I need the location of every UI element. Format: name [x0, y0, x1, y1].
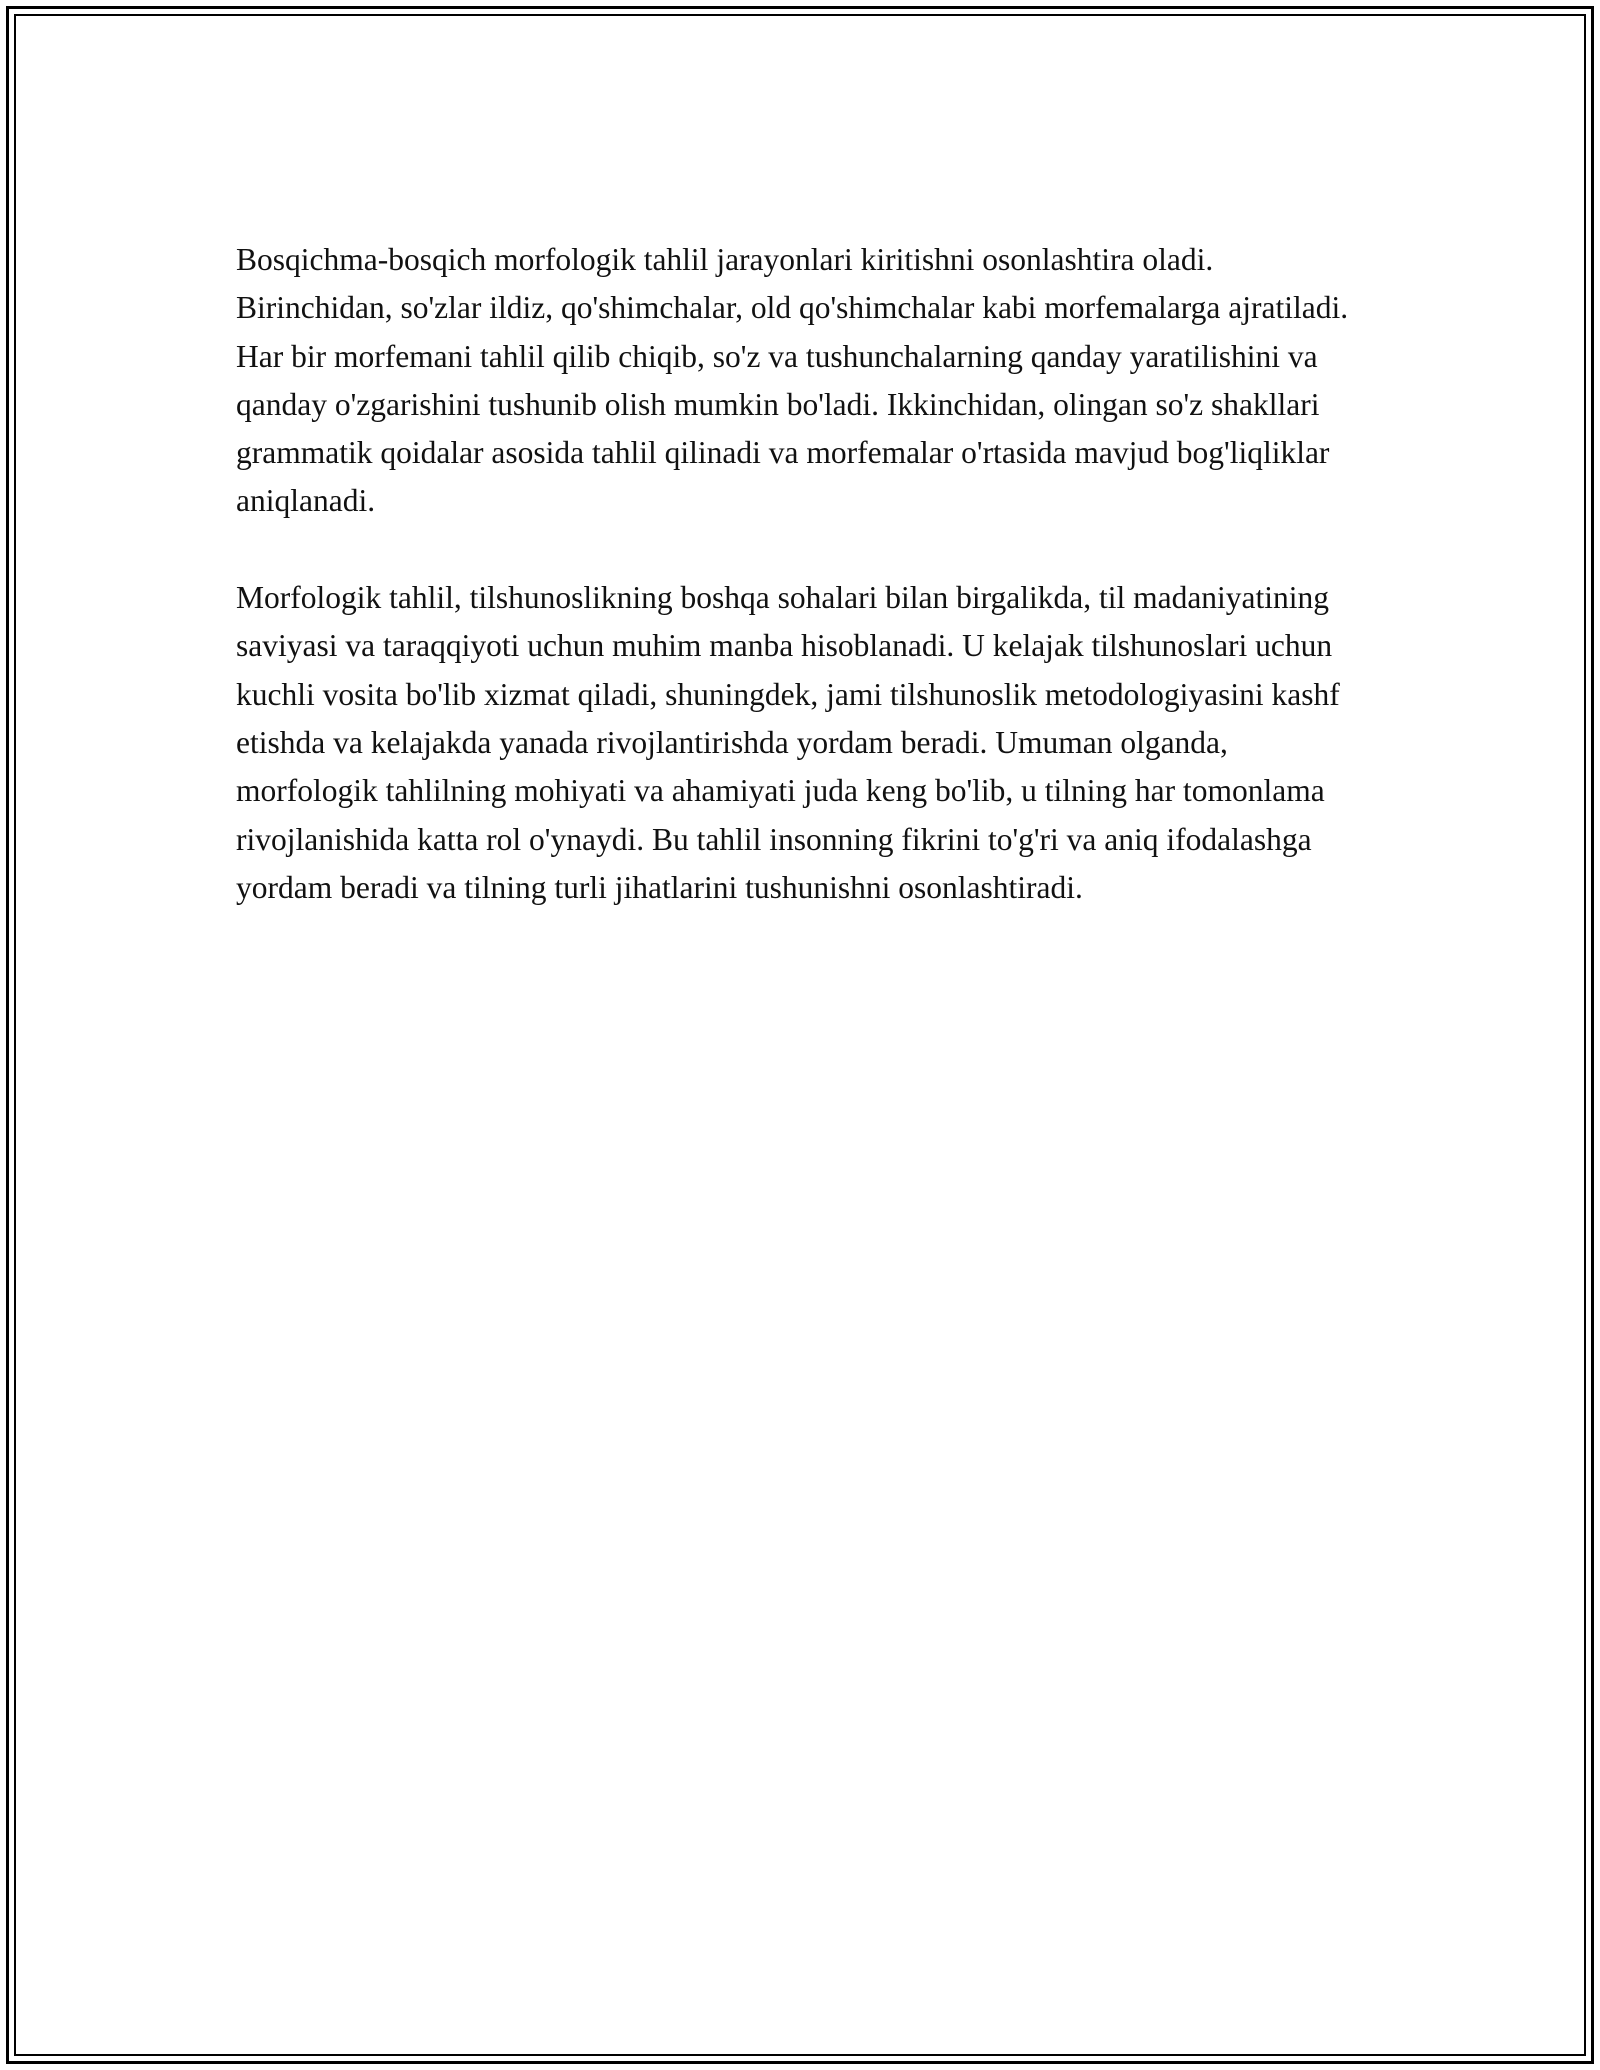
document-body — [236, 236, 1366, 960]
paragraph-2: Morfologik tahlil, tilshunoslikning boshqa sohalari bilan birgalikda, til madaniyatining saviyasi va taraqqiyoti uchun muhim manba hisoblanadi. U kelajak tilshunoslari uchun kuchli vosita bo'lib xizmat qiladi, shuningdek, jami tilshunoslik metodologiyasini kashf etishda va kelajakda yanada rivojlantirishda yordam beradi. Umuman olganda, morfologik tahlilning mohiyati va ahamiyati juda keng bo'lib, u tilning har tomonlama rivojlanishida katta rol o'ynaydi. Bu tahlil insonning fikrini to'g'ri va aniq ifodalashga yordam beradi va tilning turli jihatlarini tushunishni osonlashtiradi. — [236, 580, 1340, 905]
paragraph-1: Bosqichma-bosqich morfologik tahlil jarayonlari kiritishni osonlashtira oladi. Birinchidan, so'zlar ildiz, qo'shimchalar, old qo'shimchalar kabi morfemalarga ajratiladi. Har bir morfemani tahlil qilib chiqib, so'z va tushunchalarning qanday yaratilishini va qanday o'zgarishini tushunib olish mumkin bo'ladi. Ikkinchidan, olingan so'z shakllari grammatik qoidalar asosida tahlil qilinadi va morfemalar o'rtasida mavjud bog'liqliklar aniqlanadi. — [236, 242, 1349, 519]
